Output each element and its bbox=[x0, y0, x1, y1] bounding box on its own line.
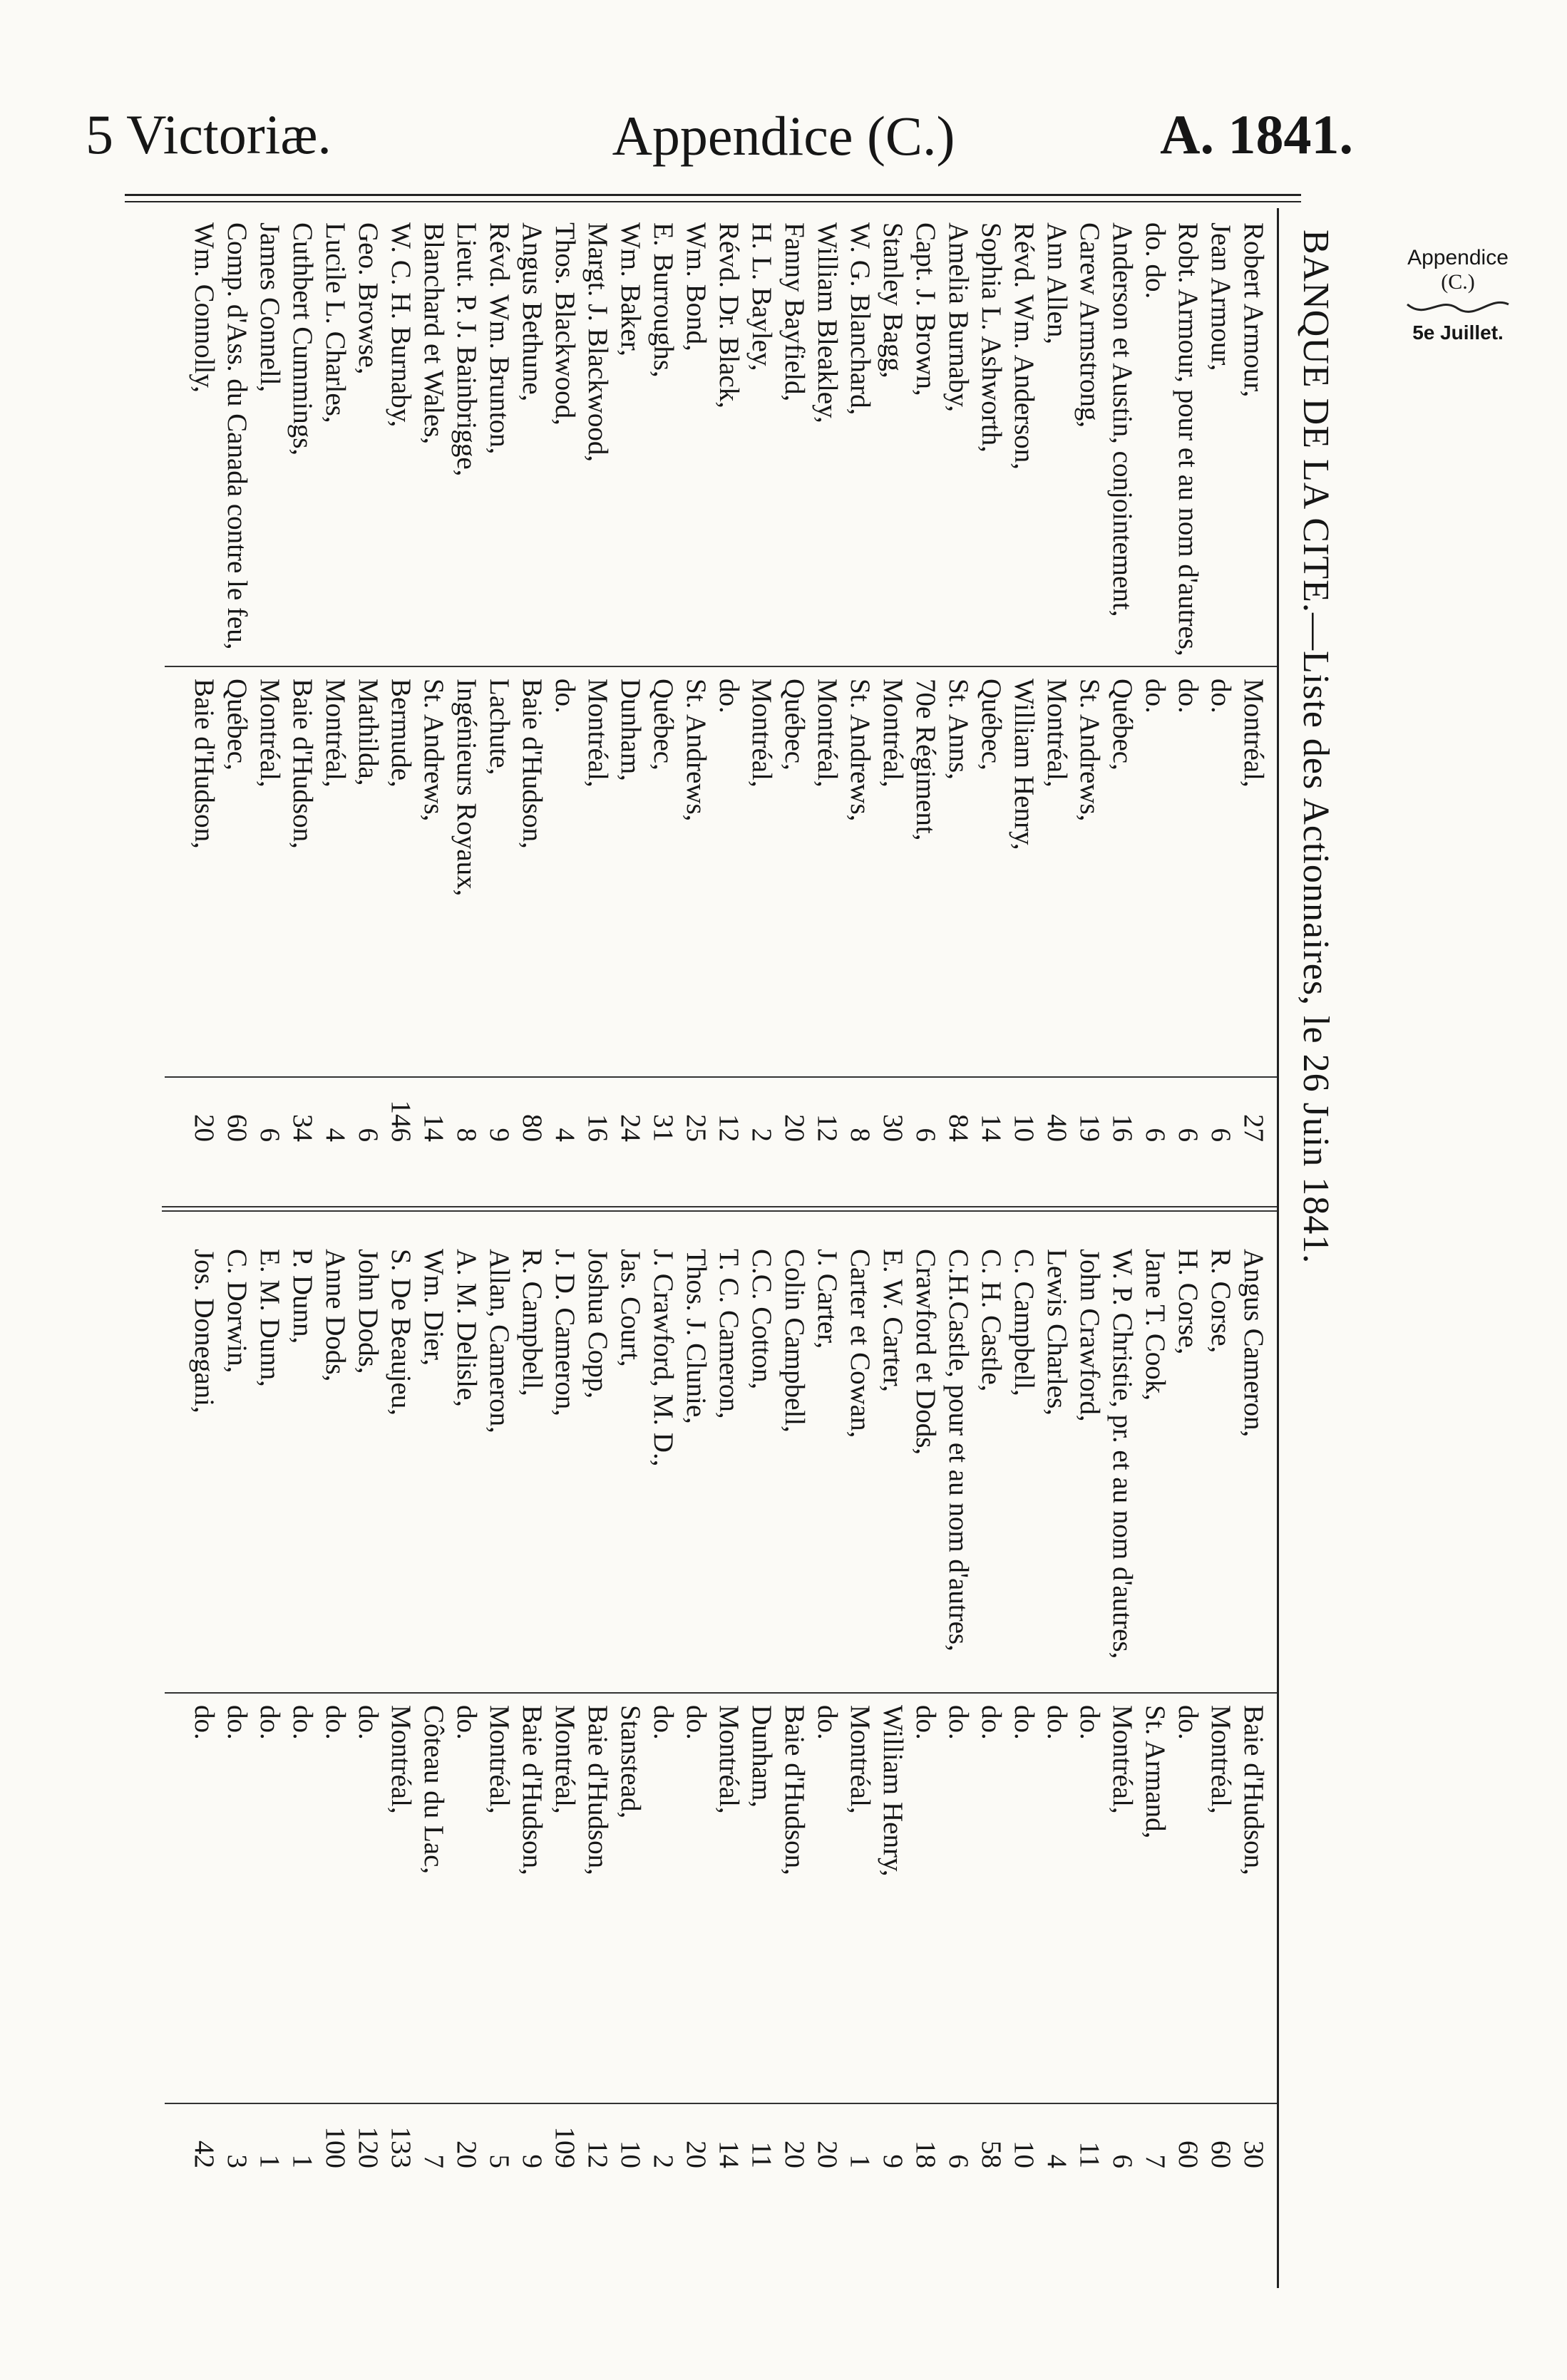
shareholder-place: Montréal, bbox=[845, 1705, 875, 1814]
table-row bbox=[416, 1249, 451, 2175]
shareholder-place: do. bbox=[255, 1705, 285, 1740]
shareholder-name: Allan, Cameron, bbox=[484, 1249, 515, 1433]
share-count: 20 bbox=[451, 2141, 482, 2168]
table-row bbox=[515, 1249, 550, 2175]
share-count: 16 bbox=[582, 1114, 613, 1142]
share-count: 3 bbox=[222, 2154, 252, 2168]
share-count: 80 bbox=[517, 1114, 548, 1142]
shareholder-place: Baie d'Hudson, bbox=[517, 679, 548, 849]
share-count: 7 bbox=[1140, 2154, 1171, 2168]
table-row bbox=[351, 1249, 386, 2175]
table-row bbox=[613, 222, 648, 1149]
share-count: 146 bbox=[386, 1100, 416, 1142]
shareholder-name: Carew Armstrong, bbox=[1074, 222, 1105, 428]
shareholder-place: Montréal, bbox=[812, 679, 843, 788]
table-row bbox=[449, 1249, 484, 2175]
table-row bbox=[1039, 222, 1074, 1149]
shareholder-name: W. G. Blanchard, bbox=[845, 222, 875, 416]
shareholder-name: Geo. Browse, bbox=[353, 222, 384, 375]
shareholder-name: Wm. Baker, bbox=[615, 222, 646, 356]
shareholder-name: Capt. J. Brown, bbox=[910, 222, 941, 396]
shareholder-name: C.C. Cotton, bbox=[746, 1249, 777, 1390]
shareholder-name: Jos. Donegani, bbox=[189, 1249, 220, 1413]
shareholder-place: do. bbox=[1140, 679, 1171, 714]
table-row bbox=[1105, 1249, 1140, 2175]
shareholder-place: William Henry, bbox=[1009, 679, 1039, 850]
share-count: 20 bbox=[681, 2141, 711, 2168]
share-count: 6 bbox=[353, 1128, 384, 1142]
shareholder-name: Margt. J. Blackwood, bbox=[582, 222, 613, 463]
share-count: 6 bbox=[1107, 2154, 1138, 2168]
table-row bbox=[416, 222, 451, 1149]
share-count: 2 bbox=[648, 2154, 679, 2168]
running-head-right: A. 1841. bbox=[1160, 103, 1353, 165]
table-row bbox=[449, 222, 484, 1149]
shareholder-name: Lewis Charles, bbox=[1042, 1249, 1072, 1416]
table-row bbox=[220, 1249, 255, 2175]
shareholder-name: Amelia Burnaby, bbox=[943, 222, 974, 413]
shareholder-name: Révd. Dr. Black, bbox=[714, 222, 744, 409]
table-row bbox=[810, 1249, 845, 2175]
share-count: 9 bbox=[517, 2154, 548, 2168]
table-row bbox=[974, 1249, 1009, 2175]
share-count: 10 bbox=[615, 2141, 646, 2168]
share-count: 14 bbox=[976, 1114, 1007, 1142]
share-count: 100 bbox=[320, 2126, 351, 2168]
share-count: 11 bbox=[1074, 2141, 1105, 2168]
shareholder-place: do. bbox=[910, 1705, 941, 1740]
shareholder-name: Révd. Wm. Anderson, bbox=[1009, 222, 1039, 470]
share-count: 6 bbox=[1173, 1128, 1203, 1142]
shareholder-place: Québec, bbox=[222, 679, 252, 771]
share-count: 12 bbox=[714, 1114, 744, 1142]
shareholder-name: C. H. Castle, bbox=[976, 1249, 1007, 1392]
place-number-divider bbox=[165, 1076, 1277, 1078]
shareholder-name: J. D. Cameron, bbox=[550, 1249, 580, 1417]
shareholder-place: do. bbox=[681, 1705, 711, 1740]
margin-date: 5e Juillet. bbox=[1412, 321, 1504, 344]
table-row bbox=[187, 1249, 222, 2175]
shareholder-place: Québec, bbox=[976, 679, 1007, 771]
table-row bbox=[1072, 222, 1107, 1149]
table-row bbox=[482, 222, 517, 1149]
share-count: 6 bbox=[255, 1128, 285, 1142]
table-row bbox=[384, 222, 418, 1149]
shareholder-name: William Bleakley, bbox=[812, 222, 843, 423]
share-count: 6 bbox=[1140, 1128, 1171, 1142]
table-row bbox=[187, 222, 222, 1149]
shareholder-place: Montréal, bbox=[582, 679, 613, 788]
shareholder-name: A. M. Delisle, bbox=[451, 1249, 482, 1408]
share-count: 1 bbox=[255, 2154, 285, 2168]
table-title: BANQUE DE LA CITE.—Liste des Actionnaires, le 26 Juin 1841. bbox=[1295, 230, 1336, 1264]
table-row bbox=[1203, 1249, 1238, 2175]
table-row bbox=[679, 222, 714, 1149]
shareholder-name: Jas. Court, bbox=[615, 1249, 646, 1367]
swash-ornament-icon bbox=[1404, 299, 1511, 319]
shareholder-name: J. Crawford, M. D., bbox=[648, 1249, 679, 1467]
share-count: 4 bbox=[1042, 2154, 1072, 2168]
name-place-divider bbox=[165, 1692, 1277, 1694]
header-rule-thin bbox=[125, 201, 1301, 202]
shareholder-name: Wm. Connolly, bbox=[189, 222, 220, 393]
share-count: 60 bbox=[1206, 2141, 1236, 2168]
shareholder-name: Révd. Wm. Brunton, bbox=[484, 222, 515, 455]
shareholder-place: do. bbox=[189, 1705, 220, 1740]
shareholder-place: Bermude, bbox=[386, 679, 416, 788]
shareholder-place: do. bbox=[1206, 679, 1236, 714]
shareholder-place: do. bbox=[1009, 1705, 1039, 1740]
shareholder-place: Québec, bbox=[648, 679, 679, 771]
shareholder-place: do. bbox=[1173, 679, 1203, 714]
table-row bbox=[843, 222, 878, 1149]
table-row bbox=[908, 222, 943, 1149]
table-row bbox=[252, 1249, 287, 2175]
shareholder-name: J. Carter, bbox=[812, 1249, 843, 1349]
shareholder-name: Lucile L. Charles, bbox=[320, 222, 351, 423]
shareholder-name: H. Corse, bbox=[1173, 1249, 1203, 1355]
shareholder-name: Cuthbert Cummings, bbox=[287, 222, 318, 456]
shareholder-place: St. Anns, bbox=[943, 679, 974, 780]
share-count: 8 bbox=[451, 1128, 482, 1142]
shareholder-place: do. bbox=[714, 679, 744, 714]
table-row bbox=[711, 222, 746, 1149]
table-row bbox=[613, 1249, 648, 2175]
share-count: 12 bbox=[812, 1114, 843, 1142]
shareholder-name: Anne Dods, bbox=[320, 1249, 351, 1382]
shareholder-place: Baie d'Hudson, bbox=[582, 1705, 613, 1875]
name-place-divider bbox=[165, 666, 1277, 667]
table-row bbox=[646, 222, 681, 1149]
table-row bbox=[711, 1249, 746, 2175]
table-row bbox=[220, 222, 255, 1149]
shareholder-name: R. Corse, bbox=[1206, 1249, 1236, 1354]
shareholder-name: Thos. J. Clunie, bbox=[681, 1249, 711, 1424]
share-count: 24 bbox=[615, 1114, 646, 1142]
share-count: 84 bbox=[943, 1114, 974, 1142]
shareholder-place: do. bbox=[1074, 1705, 1105, 1740]
share-count: 30 bbox=[878, 1114, 908, 1142]
shareholder-name: Angus Cameron, bbox=[1238, 1249, 1269, 1438]
shareholder-place: Baie d'Hudson, bbox=[779, 1705, 810, 1875]
column-divider bbox=[162, 1206, 1277, 1207]
table-row bbox=[1105, 222, 1140, 1149]
shareholder-name: Angus Bethune, bbox=[517, 222, 548, 402]
table-row bbox=[318, 222, 353, 1149]
shareholder-name: Anderson et Austin, conjointement, bbox=[1107, 222, 1138, 617]
shareholder-place: Montréal, bbox=[1238, 679, 1269, 788]
shareholder-name: C. Dorwin, bbox=[222, 1249, 252, 1374]
table-row bbox=[1203, 222, 1238, 1149]
shareholder-name: John Crawford, bbox=[1074, 1249, 1105, 1422]
table-row bbox=[482, 1249, 517, 2175]
table-row bbox=[580, 222, 615, 1149]
shareholder-name: Wm. Bond, bbox=[681, 222, 711, 351]
table-row bbox=[875, 1249, 910, 2175]
shareholder-place: do. bbox=[1042, 1705, 1072, 1740]
shareholder-name: E. Burroughs, bbox=[648, 222, 679, 378]
shareholder-place: Montréal, bbox=[484, 1705, 515, 1814]
share-count: 1 bbox=[287, 2154, 318, 2168]
shareholder-place: Montréal, bbox=[1206, 1705, 1236, 1814]
shareholder-place: St. Andrews, bbox=[1074, 679, 1105, 822]
share-count: 2 bbox=[746, 1128, 777, 1142]
table-row bbox=[744, 222, 779, 1149]
share-count: 14 bbox=[714, 2141, 744, 2168]
shareholder-place: Stanstead, bbox=[615, 1705, 646, 1819]
shareholder-place: do. bbox=[353, 1705, 384, 1740]
shareholder-name: Crawford et Dods, bbox=[910, 1249, 941, 1456]
shareholder-name: Robert Armour, bbox=[1238, 222, 1269, 398]
shareholder-place: Québec, bbox=[779, 679, 810, 771]
share-count: 31 bbox=[648, 1114, 679, 1142]
table-row bbox=[810, 222, 845, 1149]
table-row bbox=[548, 222, 582, 1149]
shareholder-name: E. W. Carter, bbox=[878, 1249, 908, 1392]
shareholder-name: Blanchard et Wales, bbox=[418, 222, 449, 445]
shareholder-place: Montréal, bbox=[255, 679, 285, 788]
shareholder-place: do. bbox=[222, 1705, 252, 1740]
shareholder-name: Carter et Cowan, bbox=[845, 1249, 875, 1438]
shareholder-name: Wm. Dier, bbox=[418, 1249, 449, 1366]
table-row bbox=[1171, 222, 1206, 1149]
shareholder-place: Montréal, bbox=[878, 679, 908, 788]
shareholder-place: Dunham, bbox=[746, 1705, 777, 1808]
table-row bbox=[941, 1249, 976, 2175]
shareholder-name: T. C. Cameron, bbox=[714, 1249, 744, 1419]
shareholder-place: Baie d'Hudson, bbox=[517, 1705, 548, 1875]
shareholder-place: Montréal, bbox=[550, 1705, 580, 1814]
table-row bbox=[548, 1249, 582, 2175]
share-count: 9 bbox=[878, 2154, 908, 2168]
table-row bbox=[777, 1249, 812, 2175]
shareholder-name: James Connell, bbox=[255, 222, 285, 393]
shareholder-place: do. bbox=[812, 1705, 843, 1740]
shareholder-place: Montréal, bbox=[746, 679, 777, 788]
shareholder-name: Lieut. P. J. Bainbrigge, bbox=[451, 222, 482, 477]
share-count: 18 bbox=[910, 2141, 941, 2168]
share-count: 120 bbox=[353, 2126, 384, 2168]
share-count: 20 bbox=[779, 1114, 810, 1142]
shareholder-name: Fanny Bayfield, bbox=[779, 222, 810, 402]
shareholder-place: do. bbox=[550, 679, 580, 714]
shareholder-name: H. L. Bayley, bbox=[746, 222, 777, 371]
shareholder-name: Jane T. Cook, bbox=[1140, 1249, 1171, 1401]
share-count: 5 bbox=[484, 2154, 515, 2168]
share-count: 14 bbox=[418, 1114, 449, 1142]
table-row bbox=[351, 222, 386, 1149]
shareholder-place: do. bbox=[320, 1705, 351, 1740]
table-row bbox=[679, 1249, 714, 2175]
shareholder-name: Thos. Blackwood, bbox=[550, 222, 580, 426]
shareholder-name: Joshua Copp, bbox=[582, 1249, 613, 1399]
table-row bbox=[1236, 1249, 1271, 2175]
shareholder-name: P. Dunn, bbox=[287, 1249, 318, 1344]
share-count: 133 bbox=[386, 2126, 416, 2168]
share-count: 60 bbox=[222, 1114, 252, 1142]
share-count: 4 bbox=[320, 1128, 351, 1142]
margin-appendice: Appendice bbox=[1407, 246, 1509, 269]
table-row bbox=[646, 1249, 681, 2175]
share-count: 27 bbox=[1238, 1114, 1269, 1142]
shareholder-name: W. P. Christie, pr. et au nom d'autres, bbox=[1107, 1249, 1138, 1659]
share-count: 109 bbox=[550, 2126, 580, 2168]
table-row bbox=[285, 1249, 320, 2175]
shareholder-place: do. bbox=[287, 1705, 318, 1740]
share-count: 11 bbox=[746, 2141, 777, 2168]
share-count: 20 bbox=[812, 2141, 843, 2168]
table-row bbox=[252, 222, 287, 1149]
table-row bbox=[1007, 222, 1042, 1149]
shareholder-place: Côteau du Lac, bbox=[418, 1705, 449, 1875]
share-count: 7 bbox=[418, 2154, 449, 2168]
share-count: 10 bbox=[1009, 1114, 1039, 1142]
share-count: 12 bbox=[582, 2141, 613, 2168]
table-row bbox=[1138, 1249, 1173, 2175]
share-count: 6 bbox=[910, 1128, 941, 1142]
shareholder-place: do. bbox=[943, 1705, 974, 1740]
header-rule bbox=[125, 194, 1301, 196]
table-row bbox=[875, 222, 910, 1149]
shareholder-name: C. Campbell, bbox=[1009, 1249, 1039, 1396]
shareholder-place: Baie d'Hudson, bbox=[1238, 1705, 1269, 1875]
shareholder-name: E. M. Dunn, bbox=[255, 1249, 285, 1387]
share-count: 1 bbox=[845, 2154, 875, 2168]
shareholder-name: Sophia L. Ashworth, bbox=[976, 222, 1007, 453]
shareholder-place: Montréal, bbox=[1042, 679, 1072, 788]
table-row bbox=[1236, 222, 1271, 1149]
shareholder-name: Comp. d'Ass. du Canada contre le feu, bbox=[222, 222, 252, 650]
shareholder-place: William Henry, bbox=[878, 1705, 908, 1877]
table-row bbox=[285, 222, 320, 1149]
shareholder-name: Robt. Armour, pour et au nom d'autres, bbox=[1173, 222, 1203, 656]
shareholder-name: S. De Beaujeu, bbox=[386, 1249, 416, 1416]
table-row bbox=[1072, 1249, 1107, 2175]
shareholder-name: Colin Campbell, bbox=[779, 1249, 810, 1433]
share-count: 40 bbox=[1042, 1114, 1072, 1142]
share-count: 30 bbox=[1238, 2141, 1269, 2168]
share-count: 16 bbox=[1107, 1114, 1138, 1142]
shareholder-place: do. bbox=[1173, 1705, 1203, 1740]
share-count: 20 bbox=[779, 2141, 810, 2168]
shareholder-place: Montréal, bbox=[1107, 1705, 1138, 1814]
table-frame bbox=[162, 208, 1279, 2288]
shareholder-name: do. do. bbox=[1140, 222, 1171, 299]
share-count: 34 bbox=[287, 1114, 318, 1142]
table-row bbox=[580, 1249, 615, 2175]
share-count: 9 bbox=[484, 1128, 515, 1142]
shareholder-place: Dunham, bbox=[615, 679, 646, 782]
table-row bbox=[843, 1249, 878, 2175]
shareholder-place: Mathilda, bbox=[353, 679, 384, 786]
table-row bbox=[744, 1249, 779, 2175]
shareholder-place: Lachute, bbox=[484, 679, 515, 776]
share-count: 19 bbox=[1074, 1114, 1105, 1142]
margin-appendix-letter: (C.) bbox=[1441, 270, 1475, 294]
table-row bbox=[1138, 222, 1173, 1149]
table-row bbox=[974, 222, 1009, 1149]
shareholder-place: do. bbox=[648, 1705, 679, 1740]
shareholder-name: R. Campbell, bbox=[517, 1249, 548, 1396]
share-count: 4 bbox=[550, 1128, 580, 1142]
shareholder-place: St. Andrews, bbox=[845, 679, 875, 822]
share-count: 8 bbox=[845, 1128, 875, 1142]
share-count: 20 bbox=[189, 1114, 220, 1142]
table-row bbox=[384, 1249, 418, 2175]
shareholder-place: St. Armand, bbox=[1140, 1705, 1171, 1839]
share-count: 10 bbox=[1009, 2141, 1039, 2168]
running-head-left: 5 Victoriæ. bbox=[86, 103, 332, 165]
share-count: 6 bbox=[1206, 1128, 1236, 1142]
shareholder-place: Ingénieurs Royaux, bbox=[451, 679, 482, 897]
column-divider bbox=[162, 1210, 1277, 1212]
table-row bbox=[941, 222, 976, 1149]
shareholder-name: W. C. H. Burnaby, bbox=[386, 222, 416, 428]
shareholder-place: Montréal, bbox=[386, 1705, 416, 1814]
table-row bbox=[515, 222, 550, 1149]
shareholder-place: Baie d'Hudson, bbox=[287, 679, 318, 849]
table-row bbox=[1171, 1249, 1206, 2175]
table-row bbox=[318, 1249, 353, 2175]
shareholder-place: do. bbox=[976, 1705, 1007, 1740]
share-count: 25 bbox=[681, 1114, 711, 1142]
table-row bbox=[777, 222, 812, 1149]
shareholder-place: St. Andrews, bbox=[418, 679, 449, 822]
shareholder-place: do. bbox=[451, 1705, 482, 1740]
table-row bbox=[1039, 1249, 1074, 2175]
shareholder-name: Ann Allen, bbox=[1042, 222, 1072, 345]
place-number-divider bbox=[165, 2103, 1277, 2104]
running-head-center: Appendice (C.) bbox=[612, 105, 955, 167]
marginal-note bbox=[1369, 246, 1547, 344]
shareholder-name: Jean Armour, bbox=[1206, 222, 1236, 371]
share-count: 60 bbox=[1173, 2141, 1203, 2168]
share-count: 6 bbox=[943, 2154, 974, 2168]
shareholder-place: St. Andrews, bbox=[681, 679, 711, 822]
shareholder-name: John Dods, bbox=[353, 1249, 384, 1374]
table-row bbox=[908, 1249, 943, 2175]
shareholder-table bbox=[164, 208, 1347, 2288]
share-count: 42 bbox=[189, 2141, 220, 2168]
table-row bbox=[1007, 1249, 1042, 2175]
shareholder-name: Stanley Bagg, bbox=[878, 222, 908, 378]
shareholder-place: Québec, bbox=[1107, 679, 1138, 771]
shareholder-place: Montréal, bbox=[320, 679, 351, 788]
shareholder-place: Montréal, bbox=[714, 1705, 744, 1814]
share-count: 58 bbox=[976, 2141, 1007, 2168]
shareholder-place: Baie d'Hudson, bbox=[189, 679, 220, 849]
shareholder-place: 70e Régiment, bbox=[910, 679, 941, 841]
shareholder-name: C.H.Castle, pour et au nom d'autres, bbox=[943, 1249, 974, 1652]
